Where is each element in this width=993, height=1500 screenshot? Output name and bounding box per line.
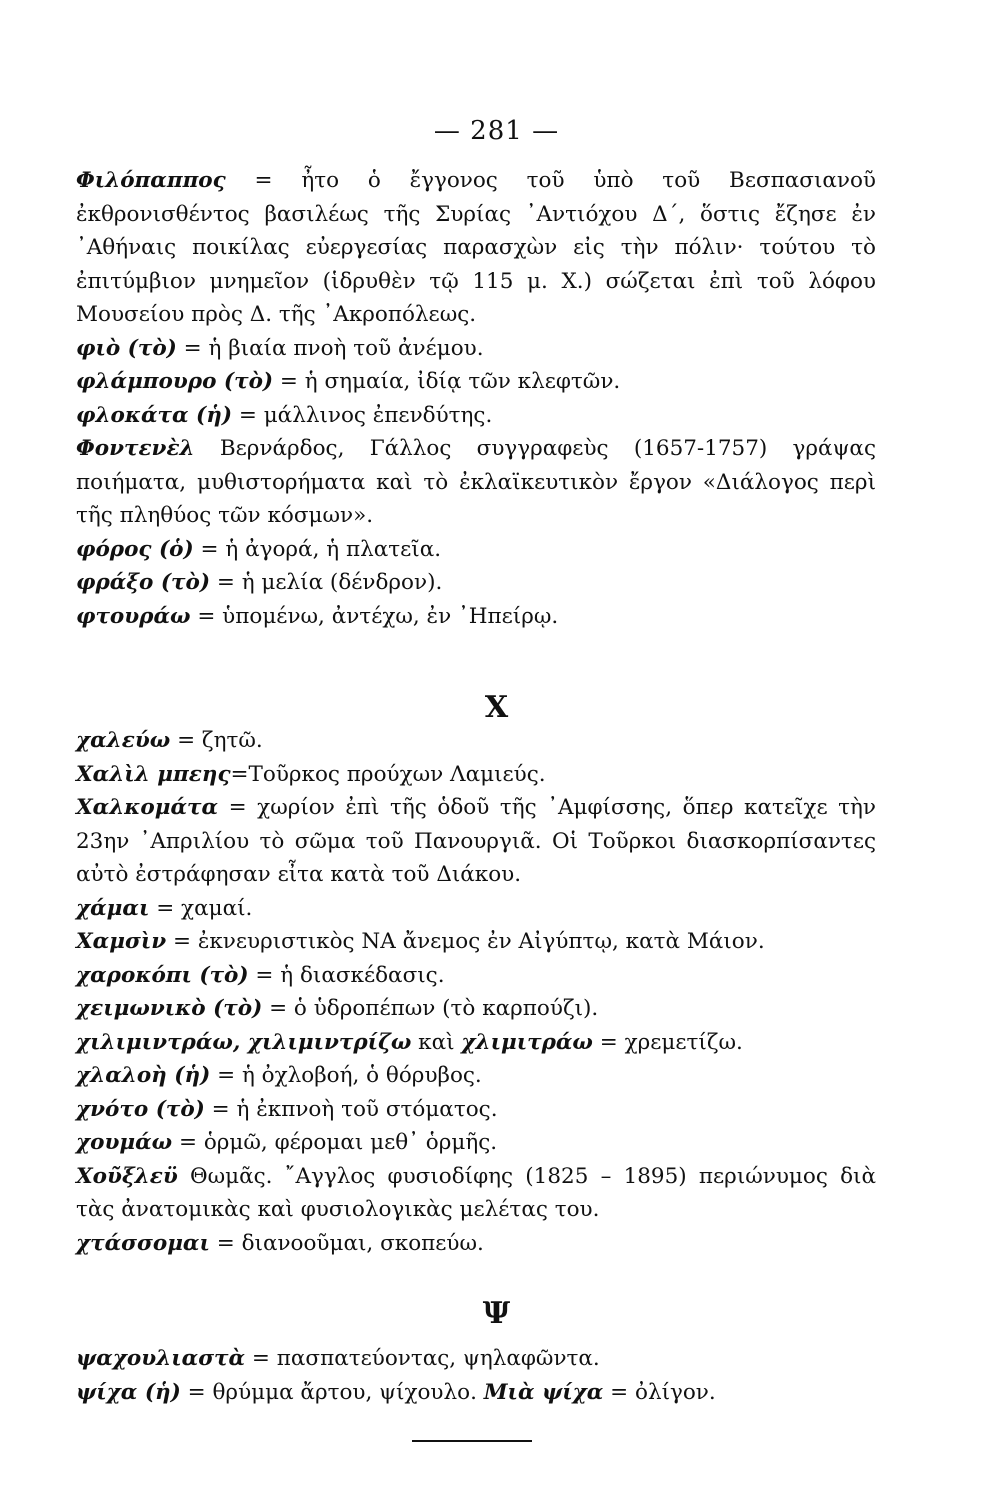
- definition: = διανοοῦμαι, σκοπεύω.: [209, 1230, 484, 1256]
- entry: [76, 925, 876, 959]
- definition: = ὀλίγον.: [603, 1379, 716, 1405]
- definition: = πασπατεύοντας, ψηλαφῶντα.: [245, 1346, 600, 1371]
- definition: = θρύμμα ἄρτου, ψίχουλο.: [180, 1379, 484, 1405]
- headword: Χαμσὶν: [76, 929, 167, 954]
- page-number: — 281 —: [433, 116, 560, 146]
- definition: Βερνάρδος, Γάλλος συγγραφεὺς (1657-1757) γράψας ποιήματα, μυθιστορήματα καὶ τὸ ἐκλαϊκευτικὸν ἔργον «Διάλογος περὶ τῆς πληθύος τῶν κόσμων».: [76, 436, 876, 528]
- headword: φλοκάτα (ἡ): [76, 402, 233, 428]
- entry: [76, 399, 876, 433]
- headword-phrase: Μιὰ ψίχα: [483, 1379, 604, 1405]
- entry: [76, 1093, 876, 1127]
- entry: [76, 791, 876, 892]
- headword: φλάμπουρο (τὸ): [76, 369, 274, 394]
- entry: [76, 1059, 876, 1093]
- headword: Χαλὶλ μπεης: [76, 761, 231, 787]
- entry: [76, 164, 876, 332]
- definition: = ἦτο ὁ ἔγγονος τοῦ ὑπὸ τοῦ Βεσπασιανοῦ ἐκθρονισθέντος βασιλέως τῆς Συρίας ᾿Αντιόχου Δ΄, ὅστις ἔζησε ἐν ᾿Αθήναις ποικίλας εὐεργεσίας παρασχὼν εἰς τὴν πόλιν· τούτου τὸ ἐπιτύμβιον μνημεῖον (ἱδρυθὲν τῷ 115 μ. Χ.) σώζεται ἐπὶ τοῦ λόφου Μουσείου πρὸς Δ. τῆς ᾿Ακροπόλεως.: [76, 168, 876, 327]
- entry: [76, 892, 876, 926]
- headword: φιὸ (τὸ): [76, 335, 177, 361]
- definition: =Τοῦρκος προύχων Λαμιεύς.: [230, 761, 546, 787]
- headword: χάμαι: [76, 895, 150, 921]
- headword: χουμάω: [76, 1130, 173, 1155]
- headword: ψίχα (ἡ): [76, 1379, 181, 1405]
- definition: = μάλλινος ἐπενδύτης.: [232, 402, 493, 428]
- entry: [76, 600, 876, 634]
- headword: Χαλκομάτα: [76, 795, 219, 820]
- entry: [76, 533, 876, 567]
- end-rule: [412, 1440, 532, 1442]
- headword-variant: χλιμιτράω: [461, 1029, 593, 1055]
- definition: = ἡ μελία (δένδρον).: [210, 570, 443, 595]
- entry: [76, 1227, 876, 1261]
- entry: [76, 1126, 876, 1160]
- connector: καὶ: [411, 1029, 462, 1055]
- entry: [76, 724, 876, 758]
- letter-heading-psi: Ψ: [482, 1296, 511, 1331]
- entry: [76, 1342, 876, 1376]
- headword: χαλεύω: [76, 728, 171, 753]
- entry: [76, 1376, 876, 1410]
- headword: χαροκόπι (τὸ): [76, 962, 249, 988]
- entry: [76, 959, 876, 993]
- headword: χτάσσομαι: [76, 1230, 210, 1256]
- headword: ψαχουλιαστὰ: [76, 1346, 246, 1371]
- definition: = ἡ σημαία, ἰδίᾳ τῶν κλεφτῶν.: [273, 369, 621, 394]
- entry: [76, 1026, 876, 1060]
- definition: = ὑπομένω, ἀντέχω, ἐν ᾿Ηπείρῳ.: [190, 603, 559, 629]
- section-chi: [76, 724, 876, 1260]
- entry: [76, 1160, 876, 1227]
- headword: φόρος (ὁ): [76, 536, 194, 562]
- entry: [76, 432, 876, 533]
- definition: = ζητῶ.: [170, 728, 263, 753]
- definition: = ἡ ἀγορά, ἡ πλατεῖα.: [193, 536, 442, 562]
- definition: = ὁρμῶ, φέρομαι μεθ᾿ ὁρμῆς.: [172, 1130, 498, 1155]
- headword: φράξο (τὸ): [76, 570, 211, 595]
- entry: [76, 332, 876, 366]
- definition: = ἡ βιαία πνοὴ τοῦ ἀνέμου.: [176, 335, 484, 361]
- headword: χιλιμιντράω, χιλιμιντρίζω: [76, 1029, 412, 1055]
- headword: Φιλόπαππος: [76, 168, 226, 193]
- headword: φτουράω: [76, 603, 191, 629]
- definition: = ἡ διασκέδασις.: [248, 962, 445, 988]
- section-psi: [76, 1342, 876, 1409]
- definition: = χωρίον ἐπὶ τῆς ὁδοῦ τῆς ᾿Αμφίσσης, ὅπερ κατεῖχε τὴν 23ην ᾿Απριλίου τὸ σῶμα τοῦ Πανουργιᾶ. Οἱ Τοῦρκοι διασκορπίσαντες αὐτὸ ἐστράφησαν εἶτα κατὰ τοῦ Διάκου.: [76, 795, 876, 887]
- section-phi: [76, 164, 876, 633]
- entry: [76, 365, 876, 399]
- headword: χλαλοὴ (ἡ): [76, 1063, 211, 1088]
- definition: = ἐκνευριστικὸς ΝΑ ἄνεμος ἐν Αἰγύπτῳ, κατὰ Μάιον.: [166, 929, 765, 954]
- definition: = ἡ ὀχλοβοή, ὁ θόρυβος.: [210, 1063, 482, 1088]
- headword: Χοῦξλεϋ: [76, 1163, 178, 1189]
- definition: = ἡ ἐκπνοὴ τοῦ στόματος.: [204, 1096, 498, 1122]
- entry: [76, 992, 876, 1026]
- letter-heading-chi: Χ: [484, 690, 509, 725]
- definition: = ὁ ὑδροπέπων (τὸ καρπούζι).: [262, 996, 599, 1021]
- definition: = χρεμετίζω.: [592, 1029, 743, 1055]
- definition: Θωμᾶς. ῎Αγγλος φυσιοδίφης (1825 – 1895) περιώνυμος διὰ τὰς ἀνατομικὰς καὶ φυσιολογικὰς μελέτας του.: [76, 1163, 876, 1222]
- headword: χειμωνικὸ (τὸ): [76, 996, 263, 1021]
- definition: = χαμαί.: [149, 895, 253, 921]
- headword: Φοντενὲλ: [76, 436, 195, 461]
- entry: [76, 566, 876, 600]
- headword: χνότο (τὸ): [76, 1096, 205, 1122]
- entry: [76, 758, 876, 792]
